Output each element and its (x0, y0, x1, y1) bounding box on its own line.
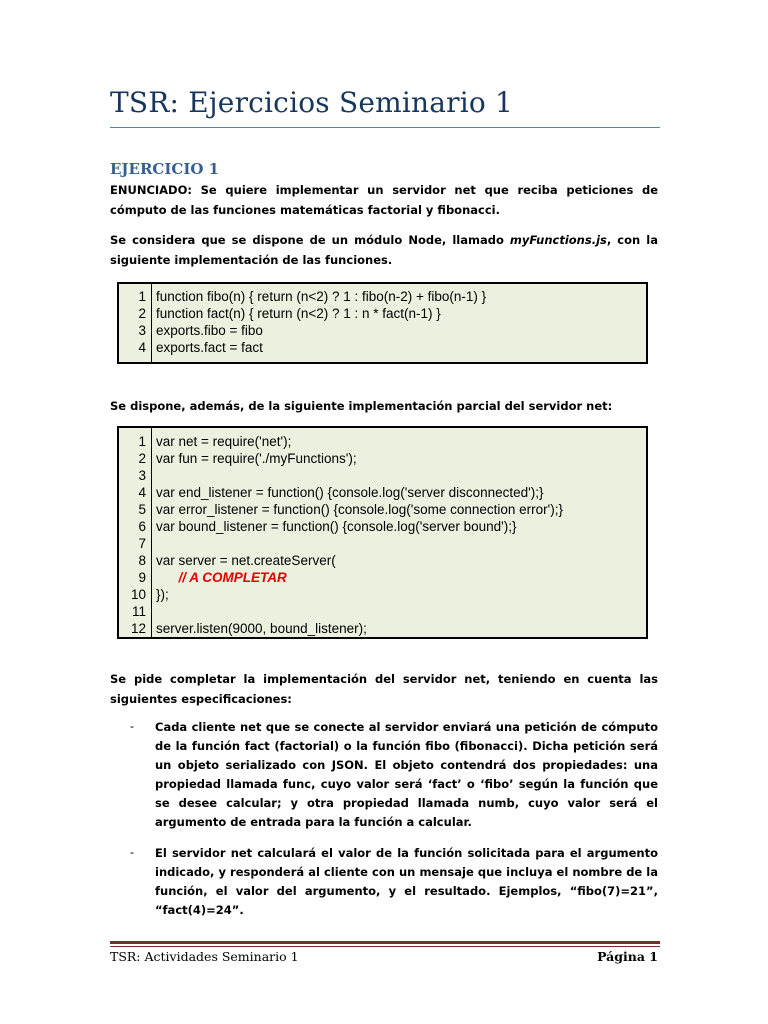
code-line (119, 305, 646, 322)
line-number: 9 (138, 570, 146, 585)
code-text: var end_listener = function() {console.log('server disconnected');} (156, 485, 544, 500)
code-line (119, 603, 646, 620)
module-paragraph (110, 230, 658, 270)
code-line (119, 620, 646, 637)
code-line (119, 467, 646, 484)
line-number: 11 (131, 604, 146, 619)
line-number: 12 (130, 621, 146, 636)
code-text: var error_listener = function() {console.log('some connection error');} (156, 502, 563, 517)
code-text: }); (156, 587, 169, 602)
title-underline (110, 127, 660, 128)
code-line (119, 501, 646, 518)
line-number: 2 (138, 451, 146, 466)
bullet-marker: - (130, 719, 135, 733)
spec-paragraph (110, 669, 658, 709)
line-number: 1 (138, 289, 146, 304)
module-text-after: , con la siguiente implementación de las funciones. (110, 233, 658, 267)
line-number: 8 (138, 553, 146, 568)
code-line (119, 586, 646, 603)
code-line (119, 288, 646, 305)
code-block-functions (117, 282, 648, 364)
footer-left: TSR: Actividades Seminario 1 (110, 949, 299, 964)
line-number: 4 (138, 485, 146, 500)
section-heading: EJERCICIO 1 (110, 160, 220, 178)
code-line (119, 484, 646, 501)
intro-paragraph (110, 180, 658, 220)
line-number: 1 (138, 434, 146, 449)
page-title: TSR: Ejercicios Seminario 1 (110, 86, 514, 119)
line-number: 10 (130, 587, 146, 602)
spec-text: Se pide completar la implementación del servidor net, teniendo en cuenta las siguientes especificaciones: (110, 672, 658, 706)
code-comment-placeholder: // A COMPLETAR (156, 570, 287, 585)
code-line (119, 339, 646, 356)
code-text: server.listen(9000, bound_listener); (156, 621, 367, 636)
code-text: var bound_listener = function() {console.log('server bound');} (156, 519, 517, 534)
server-paragraph (110, 396, 658, 416)
code-block-server (117, 426, 648, 639)
code-text: var fun = require('./myFunctions'); (156, 451, 357, 466)
footer-page-number: Página 1 (597, 949, 658, 964)
footer-rule-thin (110, 946, 660, 947)
code-text: var server = net.createServer( (156, 553, 336, 568)
bullet-marker: - (130, 845, 135, 859)
code-text: exports.fibo = fibo (156, 323, 263, 338)
code-text: function fibo(n) { return (n<2) ? 1 : fibo(n-2) + fibo(n-1) } (156, 289, 487, 304)
module-name: myFunctions.js (509, 233, 607, 247)
code-line (119, 450, 646, 467)
line-number: 3 (138, 468, 146, 483)
code-line (119, 518, 646, 535)
bullet-item: El servidor net calculará el valor de la función solicitada para el argumento indicado, y responderá al cliente con un mensaje que incluya el nombre de la función, el valor del argumento, y el resultado. Ejemplos, “fibo(7)=21”, “fact(4)=24”. (155, 846, 658, 917)
server-text: Se dispone, además, de la siguiente implementación parcial del servidor net: (110, 399, 613, 413)
code-line (119, 569, 646, 586)
code-line (119, 322, 646, 339)
intro-label: ENUNCIADO: (110, 183, 192, 197)
bullet-item: Cada cliente net que se conecte al servidor enviará una petición de cómputo de la función fact (factorial) o la función fibo (fibonacci). Dicha petición será un objeto serializado con JSON. El objeto contendrá dos propiedades: una propiedad llamada func, cuyo valor será ‘fact’ o ‘fibo’ según la función que se desee calcular; y otra propiedad llamada numb, cuyo valor será el argumento de entrada para la función a calcular. (155, 720, 658, 829)
code-text: var net = require('net'); (156, 434, 292, 449)
line-number: 4 (138, 340, 146, 355)
line-number: 5 (138, 502, 146, 517)
code-line (119, 552, 646, 569)
code-line (119, 535, 646, 552)
code-text: exports.fact = fact (156, 340, 263, 355)
line-number: 2 (138, 306, 146, 321)
code-text: function fact(n) { return (n<2) ? 1 : n * fact(n-1) } (156, 306, 441, 321)
line-number: 6 (138, 519, 146, 534)
line-number: 7 (138, 536, 146, 551)
footer-rule-thick (110, 941, 660, 944)
intro-text: Se quiere implementar un servidor net que reciba peticiones de cómputo de las funciones matemáticas factorial y fibonacci. (110, 183, 658, 217)
module-text-before: Se considera que se dispone de un módulo Node, llamado (110, 233, 510, 247)
line-number: 3 (138, 323, 146, 338)
code-line (119, 433, 646, 450)
